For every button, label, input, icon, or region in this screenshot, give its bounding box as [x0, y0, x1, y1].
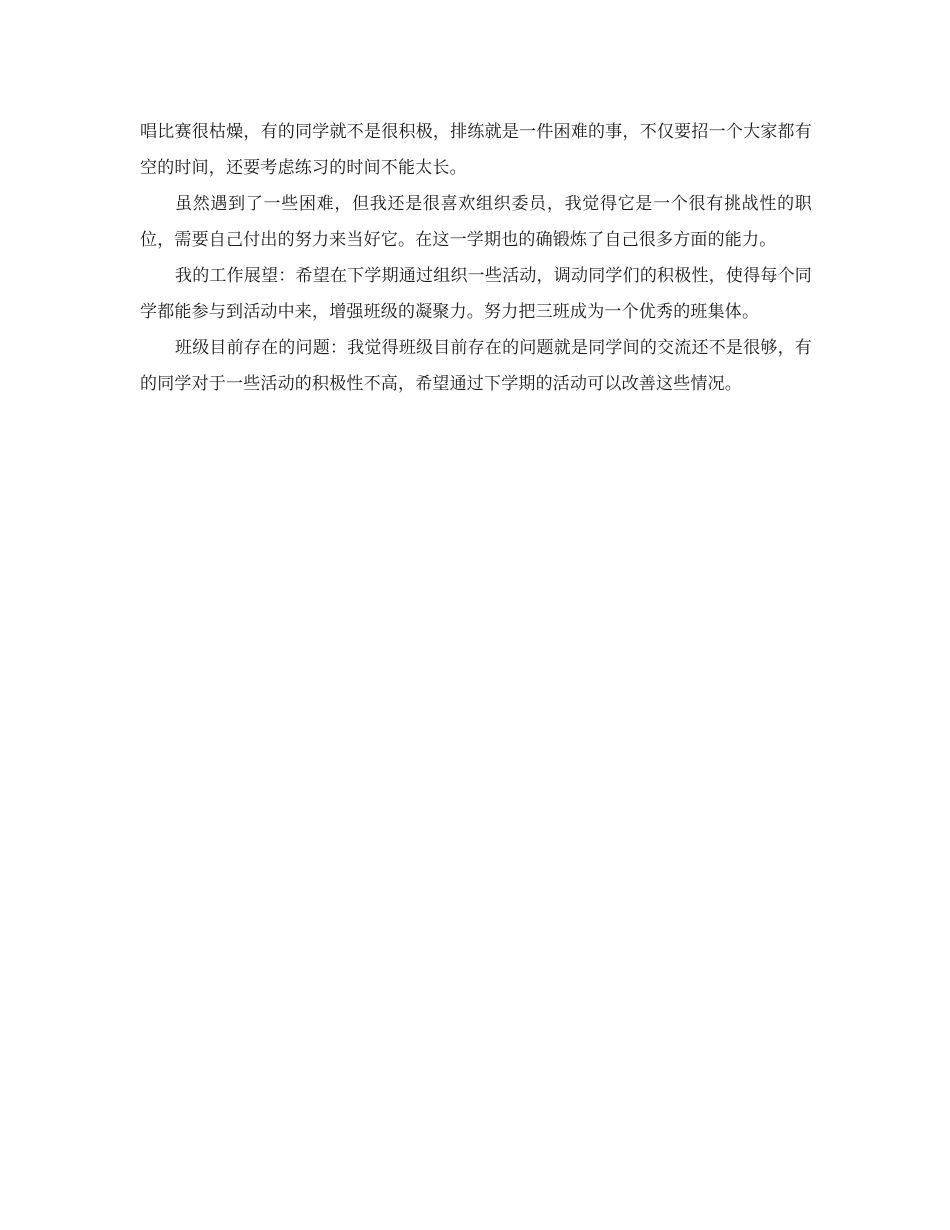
paragraph-work-outlook: 我的工作展望：希望在下学期通过组织一些活动，调动同学们的积极性，使得每个同学都能参与到活动中来，增强班级的凝聚力。努力把三班成为一个优秀的班集体。 — [140, 266, 812, 322]
paragraph-current-problems: 班级目前存在的问题：我觉得班级目前存在的问题就是同学间的交流还不是很够，有的同学对于一些活动的积极性不高，希望通过下学期的活动可以改善这些情况。 — [140, 338, 812, 394]
document-body — [140, 114, 812, 402]
paragraph-continuation: 唱比赛很枯燥，有的同学就不是很积极，排练就是一件困难的事，不仅要招一个大家都有空的时间，还要考虑练习的时间不能太长。 — [140, 122, 812, 178]
paragraph-difficulties: 虽然遇到了一些困难，但我还是很喜欢组织委员，我觉得它是一个很有挑战性的职位，需要自己付出的努力来当好它。在这一学期也的确锻炼了自己很多方面的能力。 — [140, 194, 812, 250]
